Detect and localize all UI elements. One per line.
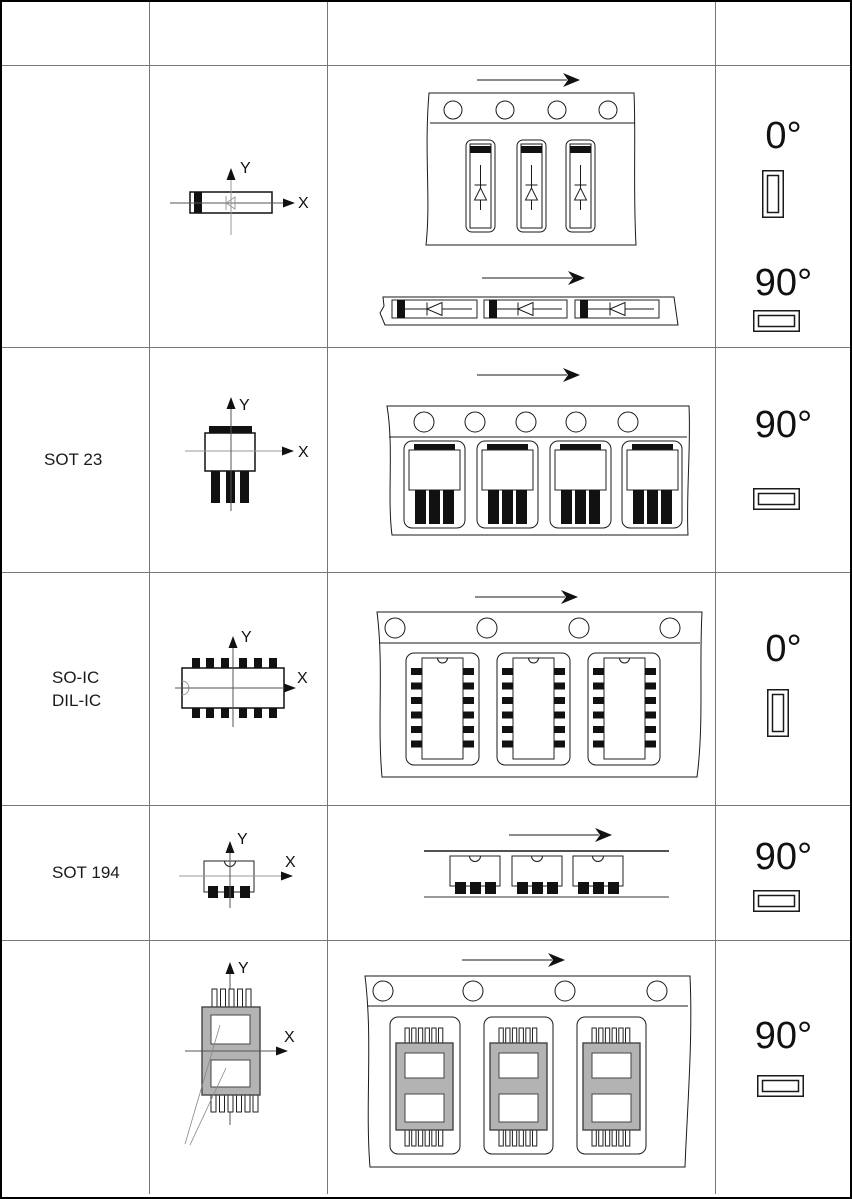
- pin: [253, 1094, 258, 1112]
- orientation-angle: 90°: [754, 262, 813, 304]
- tape-pocket: [517, 140, 546, 232]
- sprocket-hole: [414, 412, 434, 432]
- ic-pin: [239, 658, 247, 668]
- component-label: SOT 23: [44, 450, 103, 469]
- y-axis-label: Y: [241, 629, 252, 646]
- flat-pack-symbol: [149, 940, 327, 1196]
- window: [211, 1015, 250, 1044]
- pin: [245, 1094, 250, 1112]
- sot194-symbol: [149, 805, 327, 940]
- pin: [238, 989, 243, 1008]
- component-label-line: SO-IC: [52, 667, 100, 687]
- melf-tape-drawing: [327, 65, 715, 347]
- orientation-angle: 90°: [754, 404, 813, 446]
- x-arrowhead-icon: [281, 872, 293, 881]
- sprocket-hole: [516, 412, 536, 432]
- tape-pocket: [622, 441, 682, 528]
- sprocket-hole: [548, 101, 566, 119]
- x-arrowhead-icon: [284, 684, 296, 693]
- sprocket-hole: [463, 981, 483, 1001]
- sprocket-hole: [465, 412, 485, 432]
- x-arrowhead-icon: [283, 199, 295, 208]
- header-cell: [715, 2, 852, 65]
- grid-line: [715, 2, 716, 1194]
- tape-pocket: [390, 1017, 460, 1154]
- sprocket-hole: [566, 412, 586, 432]
- diode-in-tape: [392, 300, 477, 318]
- orientation-angle: 0°: [765, 115, 802, 157]
- pin: [212, 989, 217, 1008]
- tape-pocket: [466, 140, 495, 232]
- ic-pin: [254, 658, 262, 668]
- ic-pin: [269, 658, 277, 668]
- so-ic-tape-drawing: [327, 572, 715, 805]
- component-label-line: DIL-IC: [52, 690, 102, 710]
- tape-pocket: [484, 1017, 553, 1154]
- sprocket-hole: [444, 101, 462, 119]
- tape-pocket: [477, 441, 538, 528]
- ic-pin: [192, 708, 200, 718]
- ic-pin: [269, 708, 277, 718]
- header-cell: [327, 2, 715, 65]
- direction-arrow-icon: [477, 368, 580, 382]
- tape-pocket: [566, 140, 595, 232]
- orientation-marker-horizontal: [753, 890, 800, 912]
- sprocket-hole: [477, 618, 497, 638]
- tape-pocket: [577, 1017, 646, 1154]
- y-arrowhead-icon: [227, 397, 236, 409]
- sprocket-hole: [618, 412, 638, 432]
- flat-pack-tape-drawing: [327, 940, 715, 1196]
- sprocket-hole: [569, 618, 589, 638]
- sprocket-hole: [660, 618, 680, 638]
- y-axis-label: Y: [238, 960, 249, 977]
- y-arrowhead-icon: [226, 962, 235, 974]
- orientation-marker-horizontal: [757, 1075, 804, 1097]
- x-arrowhead-icon: [282, 447, 294, 456]
- pin: [211, 1094, 216, 1112]
- orientation-angle: 90°: [754, 1015, 813, 1057]
- tape-pocket: [588, 653, 660, 765]
- sot194-in-tape: [450, 856, 500, 894]
- x-arrowhead-icon: [276, 1047, 288, 1056]
- sot194-pad: [240, 886, 250, 898]
- ic-pin: [254, 708, 262, 718]
- orientation-marker-vertical: [767, 689, 789, 737]
- sot194-in-tape: [573, 856, 623, 894]
- sot23-tape-drawing: [327, 347, 715, 572]
- x-axis-label: X: [298, 444, 309, 461]
- direction-arrow-icon: [482, 271, 585, 285]
- diode-in-tape: [575, 300, 659, 318]
- orientation-angle: 90°: [754, 836, 813, 878]
- sprocket-hole: [647, 981, 667, 1001]
- ic-pin: [192, 658, 200, 668]
- pin: [228, 1094, 233, 1112]
- header-cell: [2, 2, 149, 65]
- direction-arrow-icon: [462, 953, 565, 967]
- sprocket-hole: [385, 618, 405, 638]
- y-axis-label: Y: [240, 160, 251, 177]
- orientation-marker-horizontal: [753, 310, 800, 332]
- pin: [229, 989, 234, 1008]
- ic-pin: [221, 708, 229, 718]
- ic-pin: [206, 708, 214, 718]
- pin: [221, 989, 226, 1008]
- x-axis-label: X: [285, 854, 296, 871]
- sot194-in-tape: [512, 856, 562, 894]
- sot23-body: [205, 433, 255, 471]
- x-axis-label: X: [284, 1029, 295, 1046]
- tape-pocket: [497, 653, 570, 765]
- y-arrowhead-icon: [229, 636, 238, 648]
- sprocket-hole: [373, 981, 393, 1001]
- melf-diode-symbol: [149, 65, 327, 347]
- sprocket-hole: [496, 101, 514, 119]
- tape-pocket: [404, 441, 465, 528]
- x-axis-label: X: [297, 670, 308, 687]
- sot23-leg: [240, 471, 249, 503]
- ic-pin: [206, 658, 214, 668]
- direction-arrow-icon: [477, 73, 580, 87]
- pin: [220, 1094, 225, 1112]
- header-cell: [149, 2, 327, 65]
- y-arrowhead-icon: [227, 168, 236, 180]
- sot23-symbol: [149, 347, 327, 572]
- orientation-marker-horizontal: [753, 488, 800, 510]
- sot194-pad: [208, 886, 218, 898]
- orientation-marker-vertical: [762, 170, 784, 218]
- pin: [237, 1094, 242, 1112]
- component-label: SOT 194: [52, 863, 120, 882]
- sot194-tape-drawing: [327, 805, 715, 940]
- sot23-leg: [211, 471, 220, 503]
- sprocket-hole: [555, 981, 575, 1001]
- ic-pin: [221, 658, 229, 668]
- y-axis-label: Y: [239, 397, 250, 414]
- y-axis-label: Y: [237, 831, 248, 848]
- sprocket-hole: [599, 101, 617, 119]
- tape-pocket: [550, 441, 611, 528]
- sot194-pad: [224, 886, 234, 898]
- direction-arrow-icon: [475, 590, 578, 604]
- diode-in-tape: [484, 300, 567, 318]
- pin: [246, 989, 251, 1008]
- direction-arrow-icon: [509, 828, 612, 842]
- orientation-angle: 0°: [765, 628, 802, 670]
- window: [211, 1060, 250, 1087]
- tape-pocket: [406, 653, 479, 765]
- ic-pin: [239, 708, 247, 718]
- y-arrowhead-icon: [226, 841, 235, 853]
- so-ic-symbol: [149, 572, 327, 805]
- x-axis-label: X: [298, 195, 309, 212]
